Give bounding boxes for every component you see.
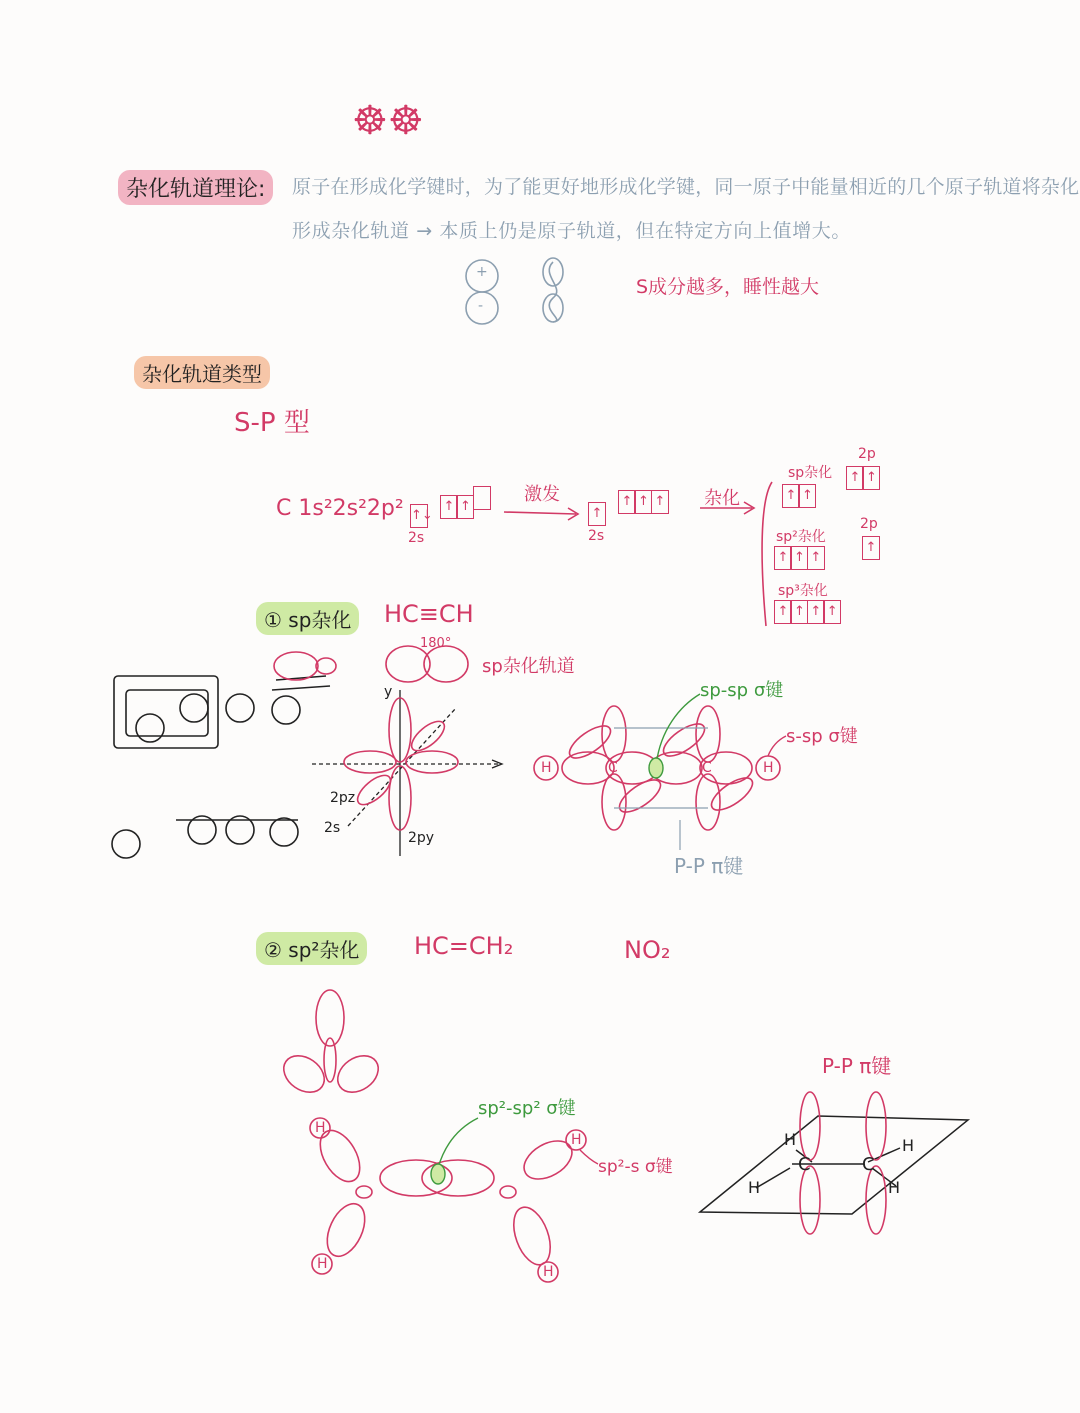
box-sp2: ↑ ↑ ↑ [774,546,823,570]
sp2-label: sp²杂化 [776,529,826,545]
green-leader-sp2 [431,1118,478,1184]
box-2p-sp2: ↑ [862,536,878,560]
plane-C-left: C [798,1154,811,1175]
sp3-label: sp³杂化 [778,583,828,599]
sp2-section-label: ② sp²杂化 [256,932,367,965]
sp-orbital-label: sp杂化轨道 [482,656,575,677]
axis-2pz-label: 2pz [330,790,356,806]
red-leader-s-sp [768,736,786,756]
plane-H-4: H [888,1178,901,1197]
acetylene-C-left: C [608,760,618,776]
red-leader-sp2-s [580,1150,598,1164]
sigma-s-sp-label: s-sp σ键 [786,726,858,747]
box-sp: ↑ ↑ [782,484,815,508]
section1-line2: 形成杂化轨道 → 本质上仍是原子轨道，但在特定方向上值增大。 [292,220,852,242]
box-2p-sp: ↑ ↑ [846,466,879,490]
label-2s-b: 2s [588,528,605,544]
box-2s-ground: ↑↓ [410,504,426,528]
sp-label: sp杂化 [788,465,833,481]
pi-pp-label: P-P π键 [674,854,744,878]
plane-H-3: H [902,1136,915,1155]
acetylene-H-left: H [541,760,552,776]
ethylene-orbitals [310,1118,586,1282]
acetylene-H-right: H [763,760,774,776]
ethylene-H-4: H [543,1264,554,1280]
excite-label: 激发 [524,484,560,505]
box-2s-excited: ↑ [588,502,604,526]
sp2-pi-pp-label: P-P π键 [822,1054,892,1078]
plane-H-1: H [784,1130,797,1149]
sigma-sp-sp-label: sp-sp σ键 [700,680,784,701]
sp2-trigonal [277,990,385,1100]
box-2p-ground: ↑ ↑ [440,486,489,519]
sp2-formula: HC=CH₂ [414,932,514,960]
ethylene-plane [700,1116,968,1214]
acetylene-C-right: C [702,760,712,776]
config-arrows [504,482,772,626]
plus-sign: + [476,264,488,280]
label-2s: 2s [408,530,425,546]
pi-overlap-lines [614,728,708,850]
section1-label: 杂化轨道理论: [118,170,273,205]
sp-angle: 180° [420,636,452,651]
ethylene-H-3: H [571,1132,582,1148]
label-2p-b: 2p [860,516,878,532]
sp-orbital-small [274,646,468,682]
header-doodle: ☸☸ [352,98,424,144]
axis-y-label: y [384,684,393,700]
green-leader-sp [649,694,700,778]
minus-sign: - [478,298,484,314]
sigma-sp2-s-label: sp²-s σ键 [598,1157,673,1177]
section1-note: S成分越多，睡性越大 [636,276,820,298]
sp-type-title: S-P 型 [234,408,310,438]
hybridize-label: 杂化 [704,488,740,509]
section1-line1: 原子在形成化学键时，为了能更好地形成化学键，同一原子中能量相近的几个原子轨道将杂化 [292,176,1080,198]
section2-label: 杂化轨道类型 [134,356,270,389]
sigma-sp2-sp2-label: sp²-sp² σ键 [478,1098,576,1119]
axis-2s-label: 2s [324,820,341,836]
sp-formula: HC≡CH [384,600,474,628]
ethylene-H-2: H [317,1256,328,1272]
no2-formula: NO₂ [624,936,671,964]
carbon-config: C 1s²2s²2p² [276,496,404,521]
box-sp3: ↑ ↑ ↑ ↑ [774,600,840,624]
sp-sketch-boxes [112,676,330,858]
box-2p-excited: ↑ ↑ ↑ [618,490,667,514]
plane-H-2: H [748,1178,761,1197]
label-2p: 2p [858,446,876,462]
plane-C-right: C [862,1154,875,1175]
sp-section-label: ① sp杂化 [256,602,359,635]
ethylene-H-1: H [315,1120,326,1136]
axis-2py-label: 2py [408,830,435,846]
